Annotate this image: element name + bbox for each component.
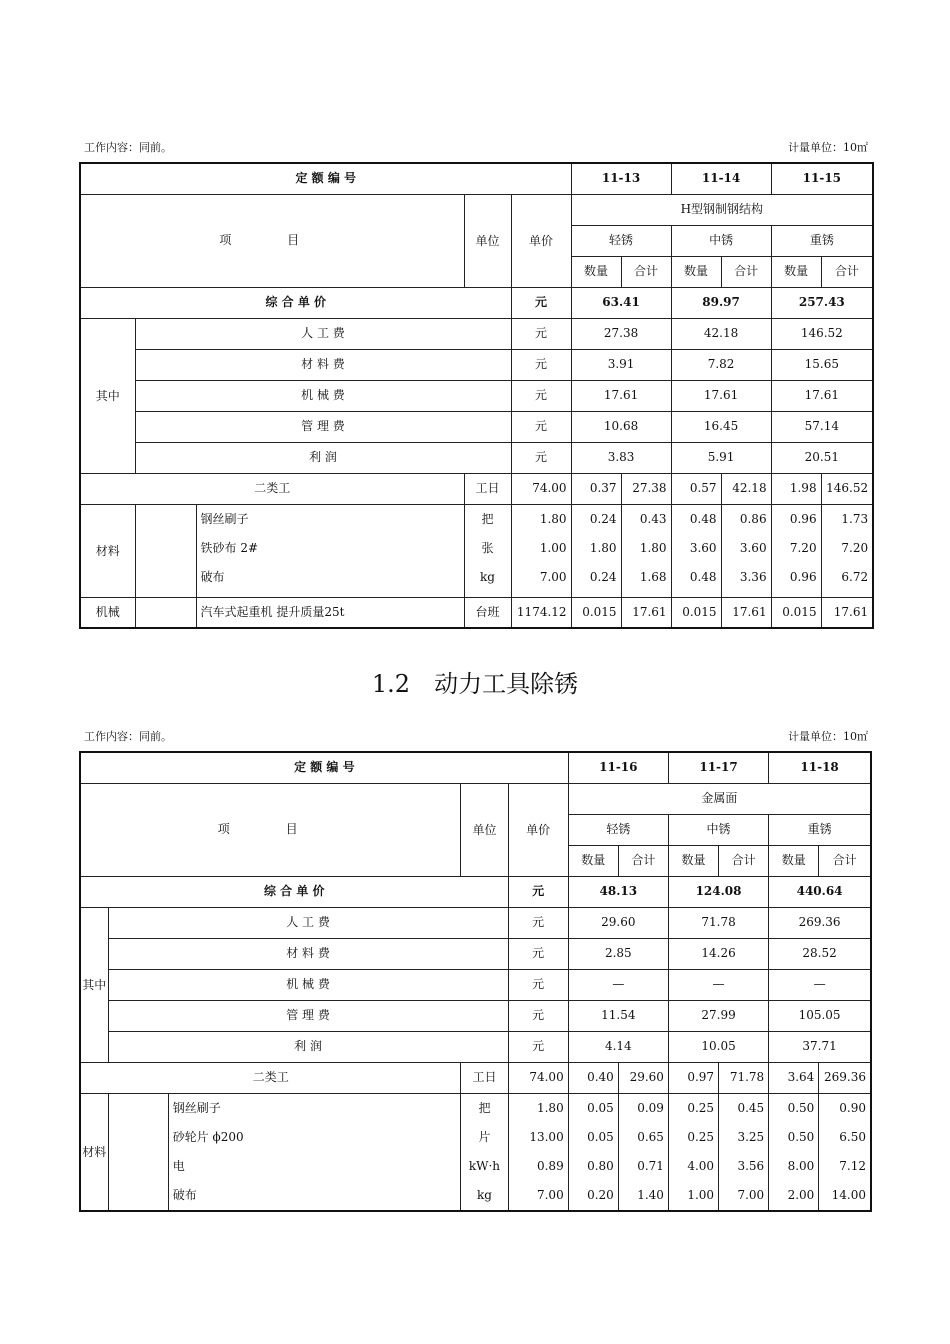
machinery-value: 0.015 [571, 597, 621, 628]
labor-unit: 工日 [461, 1062, 508, 1093]
breakdown-value: 2.85 [568, 938, 668, 969]
machinery-value: 17.61 [721, 597, 771, 628]
material-value: 6.50 [839, 1129, 866, 1144]
materials-blank [108, 1093, 168, 1211]
qty-header: 数量 [668, 845, 718, 876]
work-content-label: 工作内容：同前。 [84, 141, 172, 154]
breakdown-value: — [668, 969, 768, 1000]
material-value: 0.25 [687, 1129, 715, 1144]
breakdown-label: 人 工 费 [108, 907, 508, 938]
material-price: 7.00 [539, 569, 567, 584]
material-col [719, 1093, 769, 1211]
material-value: 2.00 [787, 1187, 815, 1202]
material-unit: 把 [478, 1100, 491, 1115]
quota-table-1 [79, 162, 874, 629]
labor-unit: 工日 [464, 473, 511, 504]
material-value: 1.80 [639, 540, 667, 555]
machinery-value: 0.015 [671, 597, 721, 628]
breakdown-unit: 元 [511, 318, 571, 349]
breakdown-label: 材 料 费 [135, 349, 511, 380]
section-heading: 1.2 动力工具除锈 [371, 670, 579, 698]
breakdown-unit: 元 [511, 411, 571, 442]
breakdown-value: 10.05 [668, 1031, 768, 1062]
material-prices [508, 1093, 568, 1211]
breakdown-value: 71.78 [668, 907, 768, 938]
total-header: 合计 [721, 256, 771, 287]
breakdown-label: 利 润 [135, 442, 511, 473]
qty-header: 数量 [671, 256, 721, 287]
breakdown-label: 人 工 费 [135, 318, 511, 349]
machinery-blank [135, 597, 196, 628]
subgroup-heavy: 重锈 [769, 814, 871, 845]
material-col [571, 504, 621, 597]
quota-code: 11-13 [571, 163, 671, 194]
machinery-label: 机械 [80, 597, 135, 628]
material-price: 1.80 [539, 511, 567, 526]
material-value: 7.00 [737, 1187, 765, 1202]
material-value: 1.68 [639, 569, 667, 584]
breakdown-value: 17.61 [571, 380, 671, 411]
material-value: 7.20 [841, 540, 869, 555]
material-name: 破布 [200, 569, 225, 584]
breakdown-value: 42.18 [671, 318, 771, 349]
material-unit: kW·h [468, 1158, 501, 1173]
breakdown-unit: 元 [508, 969, 568, 1000]
composite-value: 257.43 [771, 287, 873, 318]
material-col [621, 504, 671, 597]
material-col [771, 504, 821, 597]
material-names [168, 1093, 461, 1211]
machinery-value: 17.61 [821, 597, 873, 628]
material-name: 破布 [172, 1187, 197, 1202]
labor-price: 74.00 [511, 473, 571, 504]
total-header: 合计 [618, 845, 668, 876]
breakdown-value: 4.14 [568, 1031, 668, 1062]
material-value: 0.48 [689, 511, 717, 526]
work-content-label: 工作内容：同前。 [84, 730, 172, 743]
total-header: 合计 [821, 256, 873, 287]
material-value: 0.05 [587, 1129, 614, 1144]
composite-value: 63.41 [571, 287, 671, 318]
breakdown-value: 15.65 [771, 349, 873, 380]
composite-unit: 元 [508, 876, 568, 907]
labor-label: 二类工 [80, 473, 464, 504]
machinery-value: 0.015 [771, 597, 821, 628]
breakdown-value: 17.61 [671, 380, 771, 411]
breakdown-unit: 元 [508, 1031, 568, 1062]
composite-value: 89.97 [671, 287, 771, 318]
composite-price-label: 综 合 单 价 [80, 287, 511, 318]
breakdown-label: 管 理 费 [108, 1000, 508, 1031]
material-units [461, 1093, 508, 1211]
breakdown-value: 29.60 [568, 907, 668, 938]
breakdown-value: — [568, 969, 668, 1000]
material-name: 电 [172, 1158, 185, 1173]
material-value: 0.48 [689, 569, 717, 584]
material-col [668, 1093, 718, 1211]
material-value: 0.90 [839, 1100, 866, 1115]
composite-price-label: 综 合 单 价 [80, 876, 508, 907]
breakdown-unit: 元 [508, 907, 568, 938]
quota-code-label: 定 额 编 号 [80, 163, 571, 194]
material-col [769, 1093, 819, 1211]
material-value: 0.50 [787, 1129, 815, 1144]
including-label: 其中 [80, 907, 108, 1062]
material-value: 0.24 [589, 511, 617, 526]
qty-header: 数量 [771, 256, 821, 287]
qty-header: 数量 [769, 845, 819, 876]
quota-table-2 [79, 751, 872, 1212]
material-value: 0.43 [639, 511, 667, 526]
subgroup-light: 轻锈 [571, 225, 671, 256]
quota-code: 11-15 [771, 163, 873, 194]
material-value: 0.24 [589, 569, 617, 584]
material-value: 1.73 [841, 511, 869, 526]
material-value: 0.05 [587, 1100, 614, 1115]
materials-label: 材料 [80, 504, 135, 597]
material-price: 13.00 [529, 1129, 564, 1144]
breakdown-value: 10.68 [571, 411, 671, 442]
breakdown-value: 105.05 [769, 1000, 871, 1031]
material-value: 0.20 [587, 1187, 614, 1202]
material-value: 3.60 [739, 540, 767, 555]
item-header: 项 目 [80, 194, 464, 287]
material-value: 0.96 [789, 569, 817, 584]
breakdown-unit: 元 [511, 380, 571, 411]
material-unit: 片 [478, 1129, 491, 1144]
material-unit: kg [476, 1187, 492, 1202]
material-value: 0.71 [637, 1158, 664, 1173]
material-value: 6.72 [841, 569, 869, 584]
breakdown-value: 146.52 [771, 318, 873, 349]
material-price: 0.89 [536, 1158, 564, 1173]
breakdown-value: 37.71 [769, 1031, 871, 1062]
group-title: H型钢制钢结构 [571, 194, 873, 225]
breakdown-value: 28.52 [769, 938, 871, 969]
material-value: 1.80 [589, 540, 617, 555]
machinery-value: 17.61 [621, 597, 671, 628]
labor-value: 0.40 [568, 1062, 618, 1093]
material-value: 0.09 [637, 1100, 664, 1115]
breakdown-value: 27.99 [668, 1000, 768, 1031]
labor-price: 74.00 [508, 1062, 568, 1093]
breakdown-value: 20.51 [771, 442, 873, 473]
material-col [821, 504, 873, 597]
material-value: 0.65 [637, 1129, 664, 1144]
labor-value: 42.18 [721, 473, 771, 504]
breakdown-label: 管 理 费 [135, 411, 511, 442]
material-value: 0.50 [787, 1100, 815, 1115]
breakdown-value: 7.82 [671, 349, 771, 380]
breakdown-unit: 元 [511, 442, 571, 473]
including-label: 其中 [80, 318, 135, 473]
material-value: 3.60 [689, 540, 717, 555]
material-value: 3.25 [737, 1129, 765, 1144]
total-header: 合计 [621, 256, 671, 287]
unit-header: 单位 [464, 194, 511, 287]
quota-code: 11-18 [769, 752, 871, 783]
material-value: 4.00 [687, 1158, 715, 1173]
breakdown-value: 57.14 [771, 411, 873, 442]
labor-value: 0.37 [571, 473, 621, 504]
composite-value: 48.13 [568, 876, 668, 907]
material-price: 1.00 [539, 540, 567, 555]
composite-value: 440.64 [769, 876, 871, 907]
composite-unit: 元 [511, 287, 571, 318]
breakdown-value: 17.61 [771, 380, 873, 411]
subgroup-light: 轻锈 [568, 814, 668, 845]
material-prices [511, 504, 571, 597]
breakdown-value: 3.83 [571, 442, 671, 473]
material-value: 0.25 [687, 1100, 715, 1115]
material-col [671, 504, 721, 597]
breakdown-value: 27.38 [571, 318, 671, 349]
qty-header: 数量 [568, 845, 618, 876]
composite-value: 124.08 [668, 876, 768, 907]
material-value: 0.96 [789, 511, 817, 526]
material-col [819, 1093, 871, 1211]
material-unit: 把 [481, 511, 494, 526]
breakdown-value: 269.36 [769, 907, 871, 938]
material-col [568, 1093, 618, 1211]
materials-label: 材料 [80, 1093, 108, 1211]
unit-label: 计量单位：10㎡ [788, 730, 868, 743]
quota-code: 11-14 [671, 163, 771, 194]
material-value: 7.12 [839, 1158, 866, 1173]
material-value: 1.00 [687, 1187, 715, 1202]
breakdown-label: 材 料 费 [108, 938, 508, 969]
price-header: 单价 [508, 783, 568, 876]
quota-code-label: 定 额 编 号 [80, 752, 568, 783]
material-col [618, 1093, 668, 1211]
breakdown-value: 16.45 [671, 411, 771, 442]
labor-value: 29.60 [618, 1062, 668, 1093]
unit-label: 计量单位：10㎡ [788, 141, 868, 154]
labor-value: 0.57 [671, 473, 721, 504]
total-header: 合计 [719, 845, 769, 876]
material-value: 1.40 [637, 1187, 664, 1202]
material-value: 7.20 [789, 540, 817, 555]
machinery-name: 汽车式起重机 提升质量25t [196, 597, 464, 628]
group-title: 金属面 [568, 783, 871, 814]
labor-value: 269.36 [819, 1062, 871, 1093]
labor-value: 71.78 [719, 1062, 769, 1093]
labor-value: 146.52 [821, 473, 873, 504]
material-name: 钢丝刷子 [200, 511, 249, 526]
price-header: 单价 [511, 194, 571, 287]
breakdown-unit: 元 [508, 1000, 568, 1031]
material-name: 钢丝刷子 [172, 1100, 221, 1115]
labor-label: 二类工 [80, 1062, 461, 1093]
breakdown-unit: 元 [508, 938, 568, 969]
breakdown-unit: 元 [511, 349, 571, 380]
breakdown-value: 14.26 [668, 938, 768, 969]
machinery-unit: 台班 [464, 597, 511, 628]
labor-value: 1.98 [771, 473, 821, 504]
material-names [196, 504, 464, 597]
subgroup-medium: 中锈 [668, 814, 768, 845]
breakdown-value: 5.91 [671, 442, 771, 473]
total-header: 合计 [819, 845, 871, 876]
quota-code: 11-17 [668, 752, 768, 783]
unit-header: 单位 [461, 783, 508, 876]
material-unit: kg [480, 569, 495, 584]
subgroup-heavy: 重锈 [771, 225, 873, 256]
subgroup-medium: 中锈 [671, 225, 771, 256]
breakdown-value: 3.91 [571, 349, 671, 380]
qty-header: 数量 [571, 256, 621, 287]
material-value: 0.45 [737, 1100, 765, 1115]
material-price: 7.00 [536, 1187, 564, 1202]
material-col [721, 504, 771, 597]
material-value: 8.00 [787, 1158, 815, 1173]
machinery-price: 1174.12 [511, 597, 571, 628]
labor-value: 0.97 [668, 1062, 718, 1093]
material-value: 3.36 [739, 569, 767, 584]
quota-code: 11-16 [568, 752, 668, 783]
breakdown-value: 11.54 [568, 1000, 668, 1031]
material-value: 3.56 [737, 1158, 765, 1173]
material-name: 铁砂布 2# [200, 540, 259, 555]
material-price: 1.80 [536, 1100, 564, 1115]
material-units [464, 504, 511, 597]
material-unit: 张 [481, 540, 494, 555]
material-value: 14.00 [831, 1187, 866, 1202]
materials-blank [135, 504, 196, 597]
breakdown-value: — [769, 969, 871, 1000]
material-value: 0.86 [739, 511, 767, 526]
breakdown-label: 机 械 费 [135, 380, 511, 411]
item-header: 项 目 [80, 783, 461, 876]
material-name: 砂轮片 ϕ200 [172, 1129, 244, 1144]
labor-value: 3.64 [769, 1062, 819, 1093]
breakdown-label: 机 械 费 [108, 969, 508, 1000]
labor-value: 27.38 [621, 473, 671, 504]
material-value: 0.80 [587, 1158, 614, 1173]
breakdown-label: 利 润 [108, 1031, 508, 1062]
